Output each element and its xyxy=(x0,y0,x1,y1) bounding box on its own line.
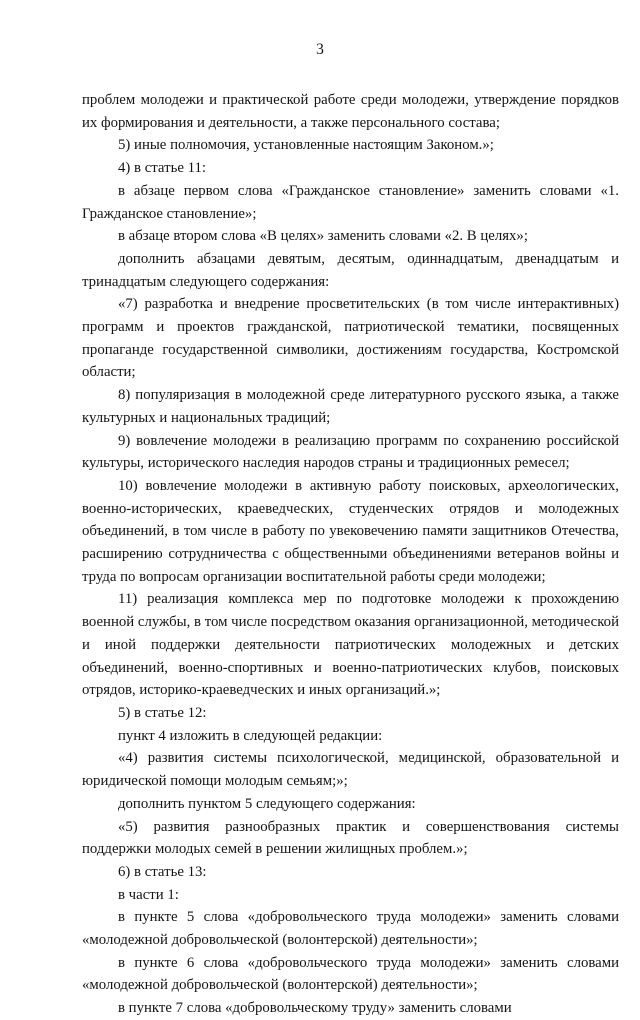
paragraph: 8) популяризация в молодежной среде литературного русского языка, а также культурных и национальных традиций; xyxy=(82,387,619,426)
paragraph: 5) в статье 12: xyxy=(118,704,207,721)
paragraph: в пункте 5 слова «добровольческого труда молодежи» заменить словами «молодежной добровольческой (волонтерской) деятельности»; xyxy=(82,909,619,949)
paragraph: «4) развития системы психологической, медицинской, образовательной и юридической помощи молодым семьям;»; xyxy=(82,750,619,790)
paragraph: 11) реализация комплекса мер по подготовке молодежи к прохождению военной службы, в том числе посредством оказания организационной, методической и иной поддержки деятельности патриотических молодежных и детских объединений, военно-спортивных и военно-патриотических клубов, поисковых отрядов, историко-краеведческих и иных организаций.»; xyxy=(82,591,619,699)
paragraph: 4) в статье 11: xyxy=(118,160,206,177)
document-body xyxy=(82,89,619,1020)
paragraph: 9) вовлечение молодежи в реализацию программ по сохранению российской культуры, исторического наследия народов страны и традиционных ремесел; xyxy=(82,432,619,472)
paragraph: 6) в статье 13: xyxy=(118,863,207,880)
paragraph: в абзаце втором слова «В целях» заменить словами «2. В целях»; xyxy=(118,228,528,245)
paragraph: «7) разработка и внедрение просветительских (в том числе интерактивных) программ и проектов гражданской, патриотической тематики, посвященных пропаганде государственной символики, достижениям государства, Костромской области; xyxy=(82,296,619,381)
paragraph: в пункте 7 слова «добровольческому труду» заменить словами xyxy=(118,1000,512,1017)
paragraph: 10) вовлечение молодежи в активную работу поисковых, археологических, военно-исторических, краеведческих, студенческих отрядов и молодежных объединений, в том числе в работу по увековечению памяти защитников Отечества, расширению сотрудничества с общественными объединениями ветеранов войны и труда по вопросам организации воспитательной работы среди молодежи; xyxy=(82,477,619,585)
paragraph: в части 1: xyxy=(118,886,179,903)
page-number: 3 xyxy=(316,41,324,58)
paragraph: в абзаце первом слова «Гражданское становление» заменить словами «1. Гражданское становление»; xyxy=(82,182,619,222)
paragraph: «5) развития разнообразных практик и совершенствования системы поддержки молодых семей в решении жилищных проблем.»; xyxy=(82,818,619,858)
paragraph: 5) иные полномочия, установленные настоящим Законом.»; xyxy=(118,137,494,154)
paragraph: проблем молодежи и практической работе среди молодежи, утверждение порядков их формирования и деятельности, а также персонального состава; xyxy=(82,92,619,131)
paragraph: пункт 4 изложить в следующей редакции: xyxy=(118,727,383,744)
paragraph: дополнить пунктом 5 следующего содержания: xyxy=(118,795,416,812)
paragraph: дополнить абзацами девятым, десятым, одиннадцатым, двенадцатым и тринадцатым следующего содержания: xyxy=(82,250,619,290)
paragraph: в пункте 6 слова «добровольческого труда молодежи» заменить словами «молодежной добровольческой (волонтерской) деятельности»; xyxy=(82,954,619,994)
